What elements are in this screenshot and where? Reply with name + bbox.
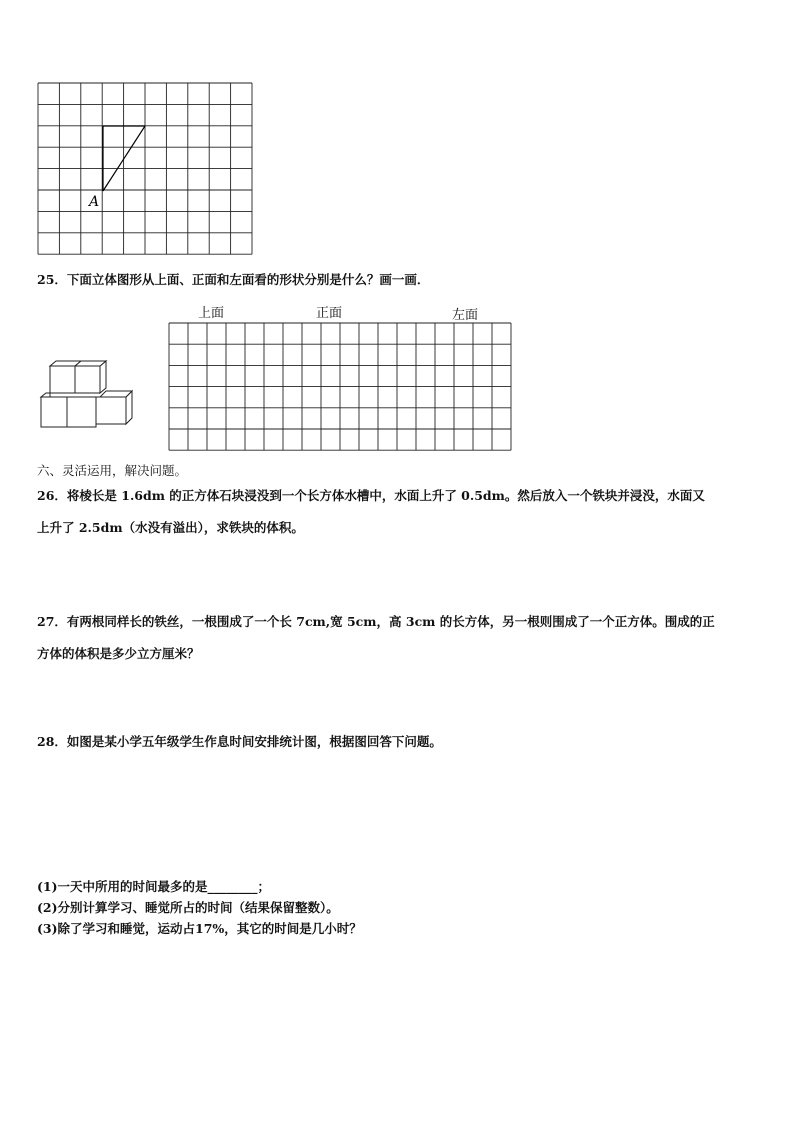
q25-cube-figure [38, 360, 134, 432]
cube-stack-svg [38, 360, 134, 432]
q27-line1: 27．有两根同样长的铁丝，一根围成了一个长 7cm,宽 5cm，高 3cm 的长方体，另一根则围成了一个正方体。围成的正 [37, 614, 715, 629]
q28-sub3: (3)除了学习和睡觉，运动占17%，其它的时间是几小时？ [37, 921, 362, 936]
point-a-label: A [89, 194, 100, 210]
view-label-left: 左面 [452, 308, 479, 323]
q27-line2: 方体的体积是多少立方厘米？ [37, 646, 200, 661]
q25-drawing-grid [168, 322, 514, 454]
q28-text: 28．如图是某小学五年级学生作息时间安排统计图，根据图回答下问题。 [37, 734, 442, 749]
section-6-title: 六、灵活运用，解决问题。 [37, 463, 188, 478]
view-label-top: 上面 [198, 306, 225, 321]
q25-grid-svg [168, 322, 514, 454]
q28-sub2: (2)分别计算学习、睡觉所占的时间（结果保留整数）。 [37, 900, 339, 915]
view-label-front: 正面 [316, 306, 343, 321]
q28-sub1: (1)一天中所用的时间最多的是________； [37, 879, 271, 894]
q24-grid-figure [37, 82, 257, 258]
q26-line2: 上升了 2.5dm（水没有溢出），求铁块的体积。 [37, 520, 304, 535]
q25-text: 25．下面立体图形从上面、正面和左面看的形状分别是什么？画一画． [37, 272, 430, 287]
q26-line1: 26．将棱长是 1.6dm 的正方体石块浸没到一个长方体水槽中，水面上升了 0.5dm。然后放入一个铁块并浸没，水面又 [37, 488, 705, 503]
q24-grid-svg [37, 82, 257, 258]
